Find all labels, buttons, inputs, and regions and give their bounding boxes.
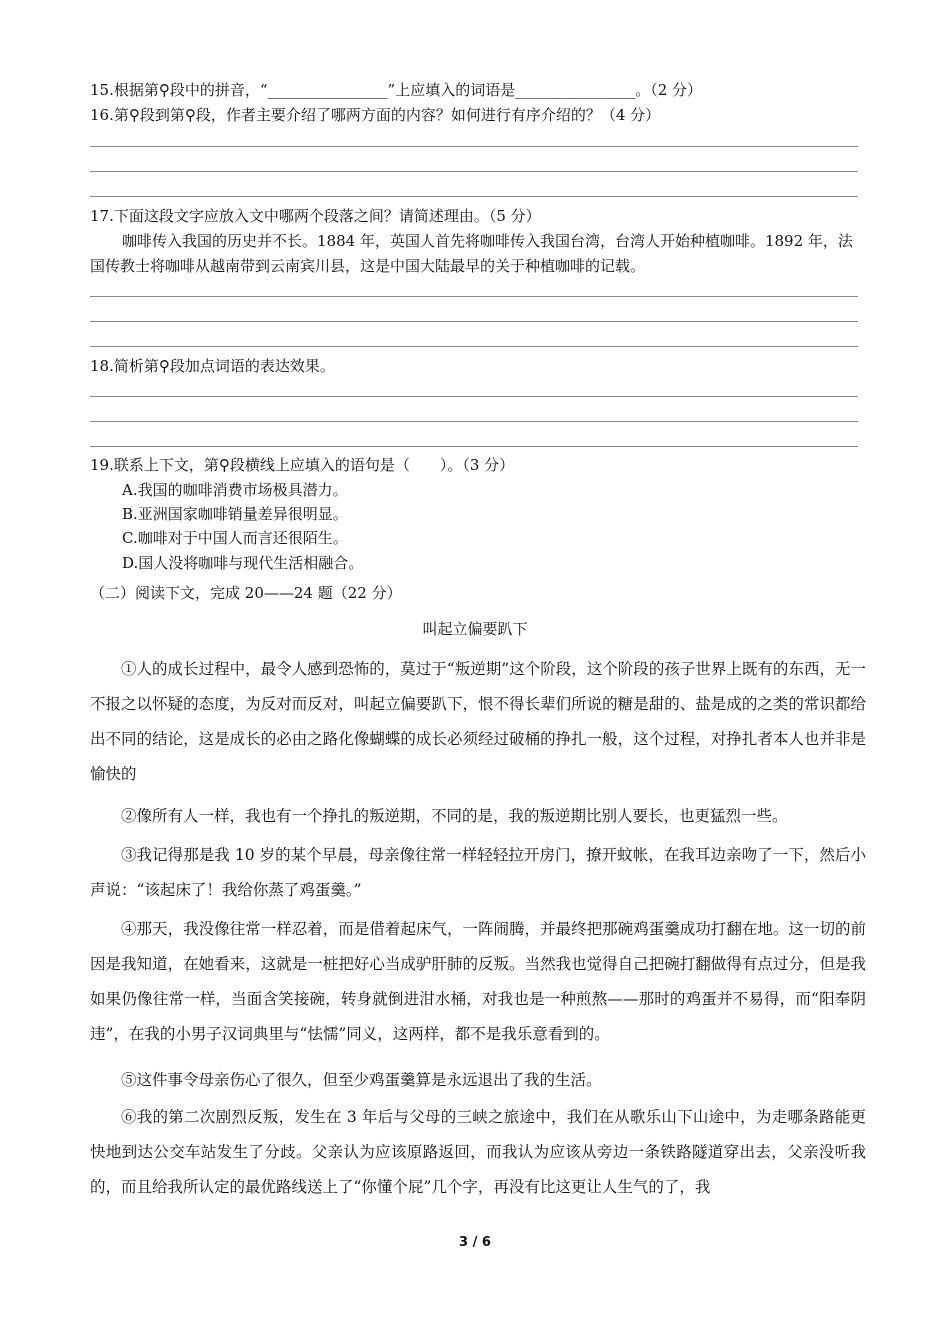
answer-line	[90, 146, 858, 147]
option-a: A.我国的咖啡消费市场极具潜力。	[122, 481, 348, 499]
article-title: 叫起立偏要趴下	[422, 620, 528, 638]
answer-line	[90, 446, 858, 447]
answer-line	[90, 396, 858, 397]
article-paragraph: ②像所有人一样，我也有一个挣扎的叛逆期，不同的是，我的叛逆期比别人要长，也更猛烈一些。	[121, 807, 788, 825]
question-17: 17.下面这段文字应放入文中哪两个段落之间？请简述理由。（5 分）	[90, 207, 541, 225]
answer-line	[90, 296, 858, 297]
article-paragraph: ④那天，我没像往常一样忍着，而是借着起床气，一阵闹腾，并最终把那碗鸡蛋羹成功打翻在地。这一切的前因是我知道，在她看来，这就是一桩把好心当成驴肝肺的反叛。当然我也觉得自己把碗打翻做得有点过分，但是我如果仍像往常一样，当面含笑接碗，转身就倒进泔水桶，对我也是一种煎熬——那时的鸡蛋并不易得，而“阳奉阴违”，在我的小男子汉词典里与“怯懦”同义，这两样，都不是我乐意看到的。	[90, 920, 866, 1043]
answer-line	[90, 346, 858, 347]
answer-line	[90, 196, 858, 197]
option-d: D.国人没将咖啡与现代生活相融合。	[122, 554, 364, 572]
answer-blank: ________________	[267, 81, 388, 99]
option-b: B.亚洲国家咖啡销量差异很明显。	[122, 505, 348, 523]
article-paragraph: ⑥我的第二次剧烈反叛，发生在 3 年后与父母的三峡之旅途中，我们在从歌乐山下山途中，为走哪条路能更快地到达公交车站发生了分歧。父亲认为应该原路返回，而我认为应该从旁边一条铁路隧道穿出去，父亲没听我的，而且给我所认定的最优路线送上了“你懂个屁”几个字，再没有比这更让人生气的了，我	[90, 1108, 866, 1196]
answer-blank: ________________	[515, 81, 636, 99]
question-18: 18.简析第⚲段加点词语的表达效果。	[90, 357, 335, 375]
quoted-passage: 咖啡传入我国的历史并不长。1884 年，英国人首先将咖啡传入我国台湾，台湾人开始种植咖啡。1892 年，法国传教士将咖啡从越南带到云南宾川县，这是中国大陆最早的关于种植咖啡的记载。	[90, 232, 853, 275]
question-19: 19.联系上下文，第⚲段横线上应填入的语句是（ ）。（3 分）	[90, 456, 515, 474]
question-16: 16.第⚲段到第⚲段，作者主要介绍了哪两方面的内容？如何进行有序介绍的？（4 分）	[90, 106, 661, 124]
page-number: 3 / 6	[459, 1235, 491, 1250]
question-15: 15.根据第⚲段中的拼音，“________________”上应填入的词语是________________。（2 分）	[90, 81, 703, 99]
answer-line	[90, 171, 858, 172]
section-heading: （二）阅读下文，完成 20——24 题（22 分）	[90, 584, 402, 602]
answer-line	[90, 421, 858, 422]
article-paragraph: ①人的成长过程中，最令人感到恐怖的，莫过于“叛逆期”这个阶段，这个阶段的孩子世界上既有的东西，无一不报之以怀疑的态度，为反对而反对，叫起立偏要趴下，恨不得长辈们所说的糖是甜的、盐是成的之类的常识都给出不同的结论，这是成长的必由之路化像蝴蝶的成长必须经过破桶的挣扎一般，这个过程，对挣扎者本人也并非是愉快的	[90, 660, 866, 783]
paragraph-marker-icon: ⚲	[158, 81, 170, 99]
answer-line	[90, 321, 858, 322]
option-c: C.咖啡对于中国人而言还很陌生。	[122, 529, 348, 547]
article-paragraph: ③我记得那是我 10 岁的某个早晨，母亲像往常一样轻轻拉开房门，撩开蚊帐，在我耳边亲吻了一下，然后小声说：“该起床了！我给你蒸了鸡蛋羹。”	[90, 846, 866, 899]
article-paragraph: ⑤这件事令母亲伤心了很久，但至少鸡蛋羹算是永远退出了我的生活。	[121, 1071, 602, 1089]
